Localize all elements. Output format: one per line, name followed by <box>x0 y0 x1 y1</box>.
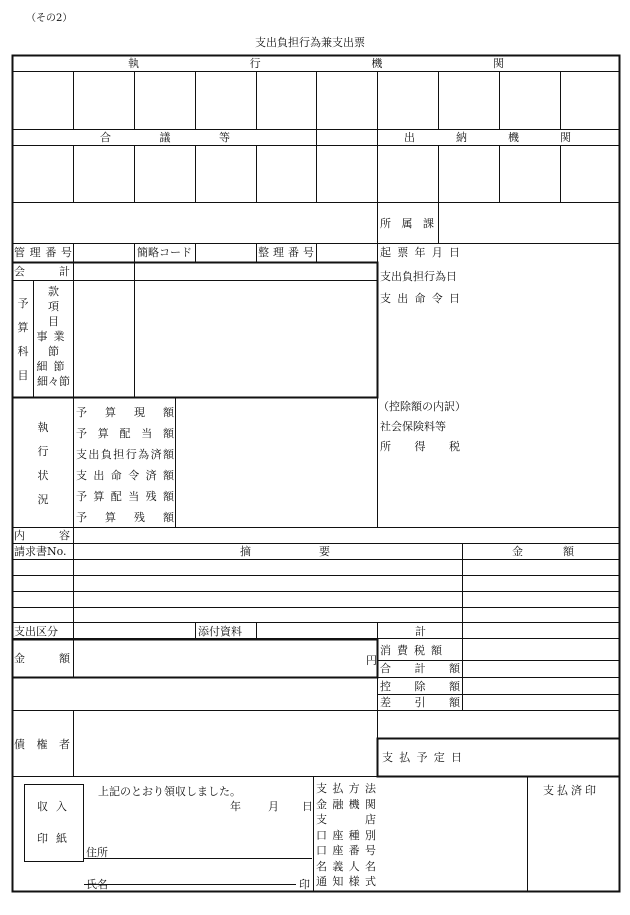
invoice-no-label: 請求書No. <box>14 545 67 558</box>
execution-status-items: 予算現額 予算配当額 支出負担行為済額 支出命令済額 予算配当残額 予算残額 <box>76 406 174 524</box>
revenue-stamp-line1: 収入 <box>37 800 75 813</box>
deduction-label: 控 除 額 <box>380 680 460 693</box>
grand-total-label: 合 計 額 <box>380 662 460 675</box>
payment-info-list: 支払方法 金融機関 支店 口座種別 口座番号 名義人名 通知様式 <box>316 782 376 888</box>
form-series: （その2） <box>26 13 73 24</box>
amount-label: 金 額 <box>14 652 70 665</box>
receipt-day: 日 <box>302 800 313 813</box>
executing-org-label: 執 行 機 関 <box>128 57 504 70</box>
accounting-label: 会 計 <box>14 265 70 278</box>
dept-label: 所 属 課 <box>380 217 434 230</box>
attachments-label: 添付資料 <box>198 625 242 638</box>
summary-label: 摘 要 <box>240 545 330 558</box>
name-label: 氏名 <box>86 878 108 891</box>
payment-due-label: 支 払 予 定 日 <box>382 751 462 764</box>
order-date-label: 支 出 命 令 日 <box>380 292 460 305</box>
receipt-year: 年 <box>230 800 241 813</box>
reference-no-label: 整 理 番 号 <box>258 246 314 259</box>
budget-subject-items: 款 項 目 事業 節 細節 細々節 <box>36 285 71 388</box>
seal-mark: 印 <box>299 878 310 891</box>
social-insurance-label: 社会保険料等 <box>380 420 446 433</box>
execution-status-vertical-label: 執 行 状 況 <box>37 421 49 506</box>
management-no-label: 管 理 番 号 <box>14 246 72 259</box>
issue-date-label: 起 票 年 月 日 <box>380 246 460 259</box>
address-label: 住所 <box>86 846 108 859</box>
commitment-date-label: 支出負担行為日 <box>380 270 457 283</box>
total-label: 計 <box>415 625 426 638</box>
amount-col-label: 金 額 <box>512 545 574 558</box>
disbursing-org-label: 出 納 機 関 <box>404 131 571 144</box>
budget-subject-vertical-label: 予 算 科 目 <box>17 297 29 382</box>
income-tax-label: 所 得 税 <box>380 440 460 453</box>
net-amount-label: 差 引 額 <box>380 696 460 709</box>
abbrev-code-label: 簡略コード <box>137 246 192 259</box>
creditor-label: 債 権 者 <box>14 738 70 751</box>
payment-category-label: 支出区分 <box>14 625 58 638</box>
consumption-tax-label: 消費税額 <box>380 644 448 657</box>
deductions-title: （控除額の内訳） <box>378 400 466 413</box>
paid-stamp-label: 支払済印 <box>543 784 599 797</box>
content-label: 内 容 <box>14 529 70 542</box>
council-label: 合 議 等 <box>100 131 230 144</box>
received-text: 上記のとおり領収しました。 <box>98 785 241 798</box>
revenue-stamp-line2: 印紙 <box>37 832 75 845</box>
amount-unit: 円 <box>366 654 377 667</box>
form-title: 支出負担行為兼支出票 <box>255 36 365 49</box>
receipt-month: 月 <box>268 800 279 813</box>
